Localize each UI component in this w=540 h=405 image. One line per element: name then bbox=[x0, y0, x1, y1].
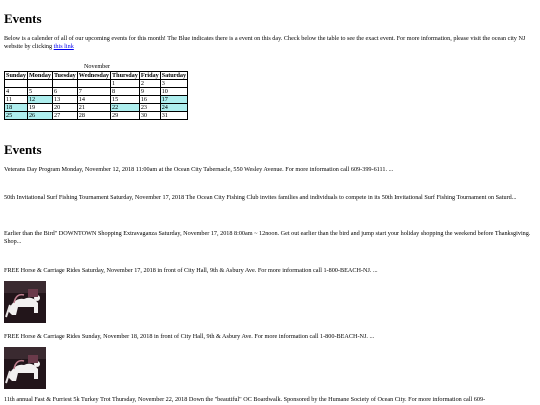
event-item: FREE Horse & Carriage Rides Sunday, November 18, 2018 in front of City Hall, 9th & Asbury Ave. For more information call 1-800-BEACH-NJ. ... bbox=[4, 333, 375, 340]
calendar-day-cell: 30 bbox=[139, 112, 160, 120]
intro-paragraph bbox=[4, 35, 534, 50]
ocean-city-link[interactable]: this link bbox=[53, 42, 74, 50]
calendar-day-cell: 9 bbox=[139, 88, 160, 96]
event-item: 11th annual Fast & Furriest 5k Turkey Trot Thursday, November 22, 2018 Down the "beautiful" OC Boardwalk. Sponsored by the Humane Society of Ocean City. For more information call 609- bbox=[4, 396, 486, 403]
horse-carriage-photo bbox=[4, 281, 46, 323]
calendar-day-cell: 24 bbox=[160, 104, 187, 112]
calendar-day-header: Monday bbox=[28, 72, 51, 79]
calendar-day-cell: 21 bbox=[77, 104, 110, 112]
calendar-day-cell: 31 bbox=[160, 112, 187, 120]
calendar-day-cell: 7 bbox=[77, 88, 110, 96]
calendar-day-cell: 18 bbox=[5, 104, 28, 112]
calendar-table bbox=[4, 71, 188, 120]
calendar-day-cell: 5 bbox=[27, 88, 52, 96]
calendar-day-cell bbox=[77, 80, 110, 88]
calendar-day-cell: 2 bbox=[139, 80, 160, 88]
calendar-day-cell: 29 bbox=[111, 112, 140, 120]
calendar-day-cell: 11 bbox=[5, 96, 28, 104]
calendar-day-cell: 19 bbox=[27, 104, 52, 112]
horse-carriage-photo bbox=[4, 347, 46, 389]
calendar-day-cell bbox=[5, 80, 28, 88]
calendar-day-cell: 22 bbox=[111, 104, 140, 112]
calendar-day-cell bbox=[27, 80, 52, 88]
calendar-day-cell: 12 bbox=[27, 96, 52, 104]
calendar-day-cell: 26 bbox=[27, 112, 52, 120]
calendar-day-cell: 1 bbox=[111, 80, 140, 88]
events-heading: Events bbox=[4, 142, 42, 157]
calendar-day-cell: 14 bbox=[77, 96, 110, 104]
calendar-day-header: Wednesday bbox=[78, 72, 110, 79]
calendar-day-cell: 28 bbox=[77, 112, 110, 120]
calendar-day-cell: 15 bbox=[111, 96, 140, 104]
calendar-day-cell: 6 bbox=[52, 88, 77, 96]
calendar-day-cell: 23 bbox=[139, 104, 160, 112]
event-item: Veterans Day Program Monday, November 12, 2018 11:00am at the Ocean City Tabernacle, 550 Wesley Avenue. For more information call 609-399-6111. ... bbox=[4, 166, 394, 173]
calendar-day-cell: 3 bbox=[160, 80, 187, 88]
calendar-day-cell: 8 bbox=[111, 88, 140, 96]
calendar-week-row bbox=[5, 80, 188, 88]
calendar-day-cell: 13 bbox=[52, 96, 77, 104]
calendar-day-header: Sunday bbox=[6, 72, 26, 79]
calendar-day-header: Saturday bbox=[161, 72, 187, 79]
events-calendar bbox=[4, 63, 190, 120]
calendar-week-row bbox=[5, 104, 188, 112]
calendar-day-header: Tuesday bbox=[53, 72, 76, 79]
calendar-day-cell: 4 bbox=[5, 88, 28, 96]
calendar-day-cell: 10 bbox=[160, 88, 187, 96]
calendar-day-header: Thursday bbox=[112, 72, 138, 79]
event-item: 50th Invitational Surf Fishing Tournament Saturday, November 17, 2018 The Ocean City Fishing Club invites families and individuals to compete in its 50th Invitational Surf Fishing Tournament on Saturd... bbox=[4, 194, 517, 201]
calendar-day-cell: 20 bbox=[52, 104, 77, 112]
calendar-week-row bbox=[5, 96, 188, 104]
intro-text: Below is a calender of all of our upcoming events for this month! The Blue indicates there is a event on this day. Check below the table to see the exact event. For more information, please visit the ocean city NJ website by clicking bbox=[4, 35, 526, 50]
page-title: Events bbox=[4, 11, 42, 26]
calendar-day-cell bbox=[52, 80, 77, 88]
calendar-day-cell: 27 bbox=[52, 112, 77, 120]
calendar-day-cell: 17 bbox=[160, 96, 187, 104]
calendar-day-cell: 16 bbox=[139, 96, 160, 104]
calendar-week-row bbox=[5, 88, 188, 96]
event-item: FREE Horse & Carriage Rides Saturday, November 17, 2018 in front of City Hall, 9th & Asbury Ave. For more information call 1-800-BEACH-NJ. ... bbox=[4, 267, 378, 274]
calendar-week-row bbox=[5, 112, 188, 120]
calendar-month: November bbox=[83, 63, 111, 70]
calendar-day-header: Friday bbox=[140, 72, 159, 79]
event-item: Earlier than the Bird" DOWNTOWN Shopping Extravaganza Saturday, November 17, 2018 8:00am ~ 12noon. Get out earlier than the bird and jump start your holiday shopping the weekend before Thanksgiving. Shop... bbox=[4, 230, 531, 245]
calendar-day-cell: 25 bbox=[5, 112, 28, 120]
